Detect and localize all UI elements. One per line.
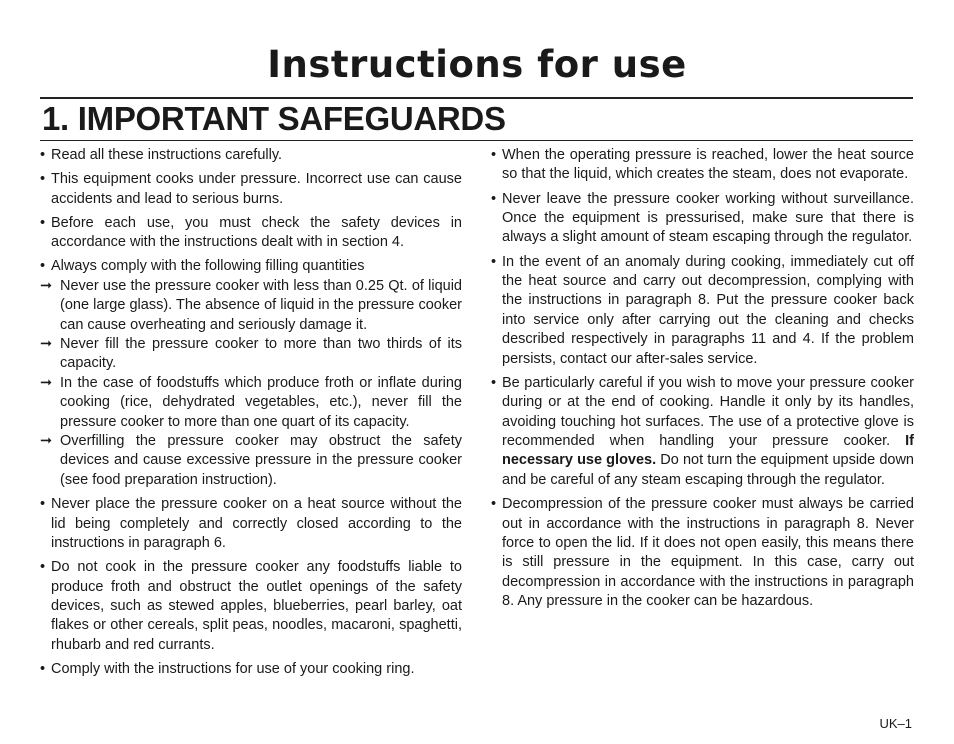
safeguard-item xyxy=(491,495,914,611)
filling-rule-text: Overfilling the pressure cooker may obstruct the safety devices and cause excessive pressure in the pressure cooker (see food preparation instruction). xyxy=(60,433,462,488)
filling-rule xyxy=(40,374,462,432)
bullet-marker: • xyxy=(40,496,46,513)
safeguard-item xyxy=(40,214,462,253)
gloves-warning: If necessary use gloves. xyxy=(502,433,914,469)
filling-rule xyxy=(40,432,462,490)
bullet-marker: • xyxy=(491,496,497,513)
filling-rule xyxy=(40,277,462,335)
safeguard-item xyxy=(40,146,462,165)
bullet-marker: • xyxy=(491,147,497,163)
filling-rule-text: Never fill the pressure cooker to more than two thirds of its capacity. xyxy=(60,336,462,372)
bullet-marker: • xyxy=(40,171,46,188)
safeguard-item xyxy=(40,660,462,679)
bullet-marker: • xyxy=(40,660,46,677)
bullet-marker: • xyxy=(491,190,497,207)
arrow-icon: ➞ xyxy=(40,336,53,353)
bullet-marker: • xyxy=(40,214,46,231)
safeguard-item xyxy=(40,170,462,209)
safeguard-text: Read all these instructions carefully. xyxy=(51,147,283,163)
bullet-marker: • xyxy=(40,559,46,576)
document-title: Instructions for use xyxy=(267,43,687,86)
filling-rule-text: Never use the pressure cooker with less than 0.25 Qt. of liquid (one large glass). The absence of liquid in the pressure cooker can cause overheating and seriously damage it. xyxy=(60,277,462,333)
safeguard-text: In the event of an anomaly during cooking, immediately cut off the heat source and carry out decompression, complying with the instructions in paragraph 8. Put the pressure cooker back into service only after carrying out the cleaning and checks described respectively in paragraphs 11 and 4. If the problem persists, contact our after-sales service. xyxy=(502,253,914,367)
arrow-icon: ➞ xyxy=(40,277,53,294)
filling-quantities-group xyxy=(40,257,462,490)
safeguard-item xyxy=(40,558,462,655)
safeguard-text: Do not cook in the pressure cooker any foodstuffs liable to produce froth and obstruct the outlet openings of the safety devices, such as stewed apples, blueberries, pearl barley, oat flakes or other cereals, split peas, noodles, macaroni, spaghetti, rhubarb and red currants. xyxy=(51,559,462,653)
bullet-marker: • xyxy=(40,258,46,275)
safeguard-text: Never leave the pressure cooker working without surveillance. Once the equipment is pressurised, make sure that there is always a slight amount of steam escaping through the regulator. xyxy=(502,190,914,246)
right-column xyxy=(491,146,914,616)
arrow-icon: ➞ xyxy=(40,374,53,391)
arrow-icon: ➞ xyxy=(40,433,53,450)
section-divider xyxy=(40,140,913,141)
safeguard-item xyxy=(491,253,914,369)
safeguard-item xyxy=(491,190,914,248)
page-number: UK–1 xyxy=(879,716,912,731)
safeguard-text: This equipment cooks under pressure. Incorrect use can cause accidents and lead to serious burns. xyxy=(51,171,462,207)
safeguard-text: Comply with the instructions for use of your cooking ring. xyxy=(51,660,415,677)
safeguard-text: Never place the pressure cooker on a heat source without the lid being completely and correctly closed according to the instructions in paragraph 6. xyxy=(51,496,462,551)
bullet-marker: • xyxy=(491,374,497,391)
filling-rule-text: In the case of foodstuffs which produce froth or inflate during cooking (rice, dehydrated vegetables, etc.), never fill the pressure cooker to more than one quart of its capacity. xyxy=(60,374,462,430)
safeguard-text: Decompression of the pressure cooker must always be carried out in accordance with the instructions in paragraph 8. Never force to open the lid. If it does not open easily, this means there is still pressure in the equipment. In this case, carry out decompression in accordance with the instructions in paragraph 8. Any pressure in the cooker can be hazardous. xyxy=(502,496,914,610)
safeguard-item xyxy=(491,146,914,185)
bullet-marker: • xyxy=(491,253,497,270)
safeguard-text: Before each use, you must check the safety devices in accordance with the instructions dealt with in section 4. xyxy=(51,214,462,251)
safeguard-text: Always comply with the following filling quantities xyxy=(51,258,365,275)
section-heading: 1. IMPORTANT SAFEGUARDS xyxy=(42,100,506,137)
safeguard-item xyxy=(40,257,462,276)
safeguard-item xyxy=(40,495,462,553)
safeguard-text-end: Do not turn the equipment upside down and be careful of any steam escaping through the regulator. xyxy=(502,452,914,488)
left-column xyxy=(40,146,462,684)
safeguard-item xyxy=(491,374,914,490)
filling-rule xyxy=(40,335,462,374)
safeguard-text-start: Be particularly careful if you wish to move your pressure cooker during or at the end of cooking. Handle it only by its handles, avoiding touching hot surfaces. The use of a protective glove is recommended when handling your pressure cooker. xyxy=(502,374,914,450)
safeguard-text: When the operating pressure is reached, lower the heat source so that the liquid, which creates the steam, does not evaporate. xyxy=(502,147,914,183)
bullet-marker: • xyxy=(40,147,46,163)
